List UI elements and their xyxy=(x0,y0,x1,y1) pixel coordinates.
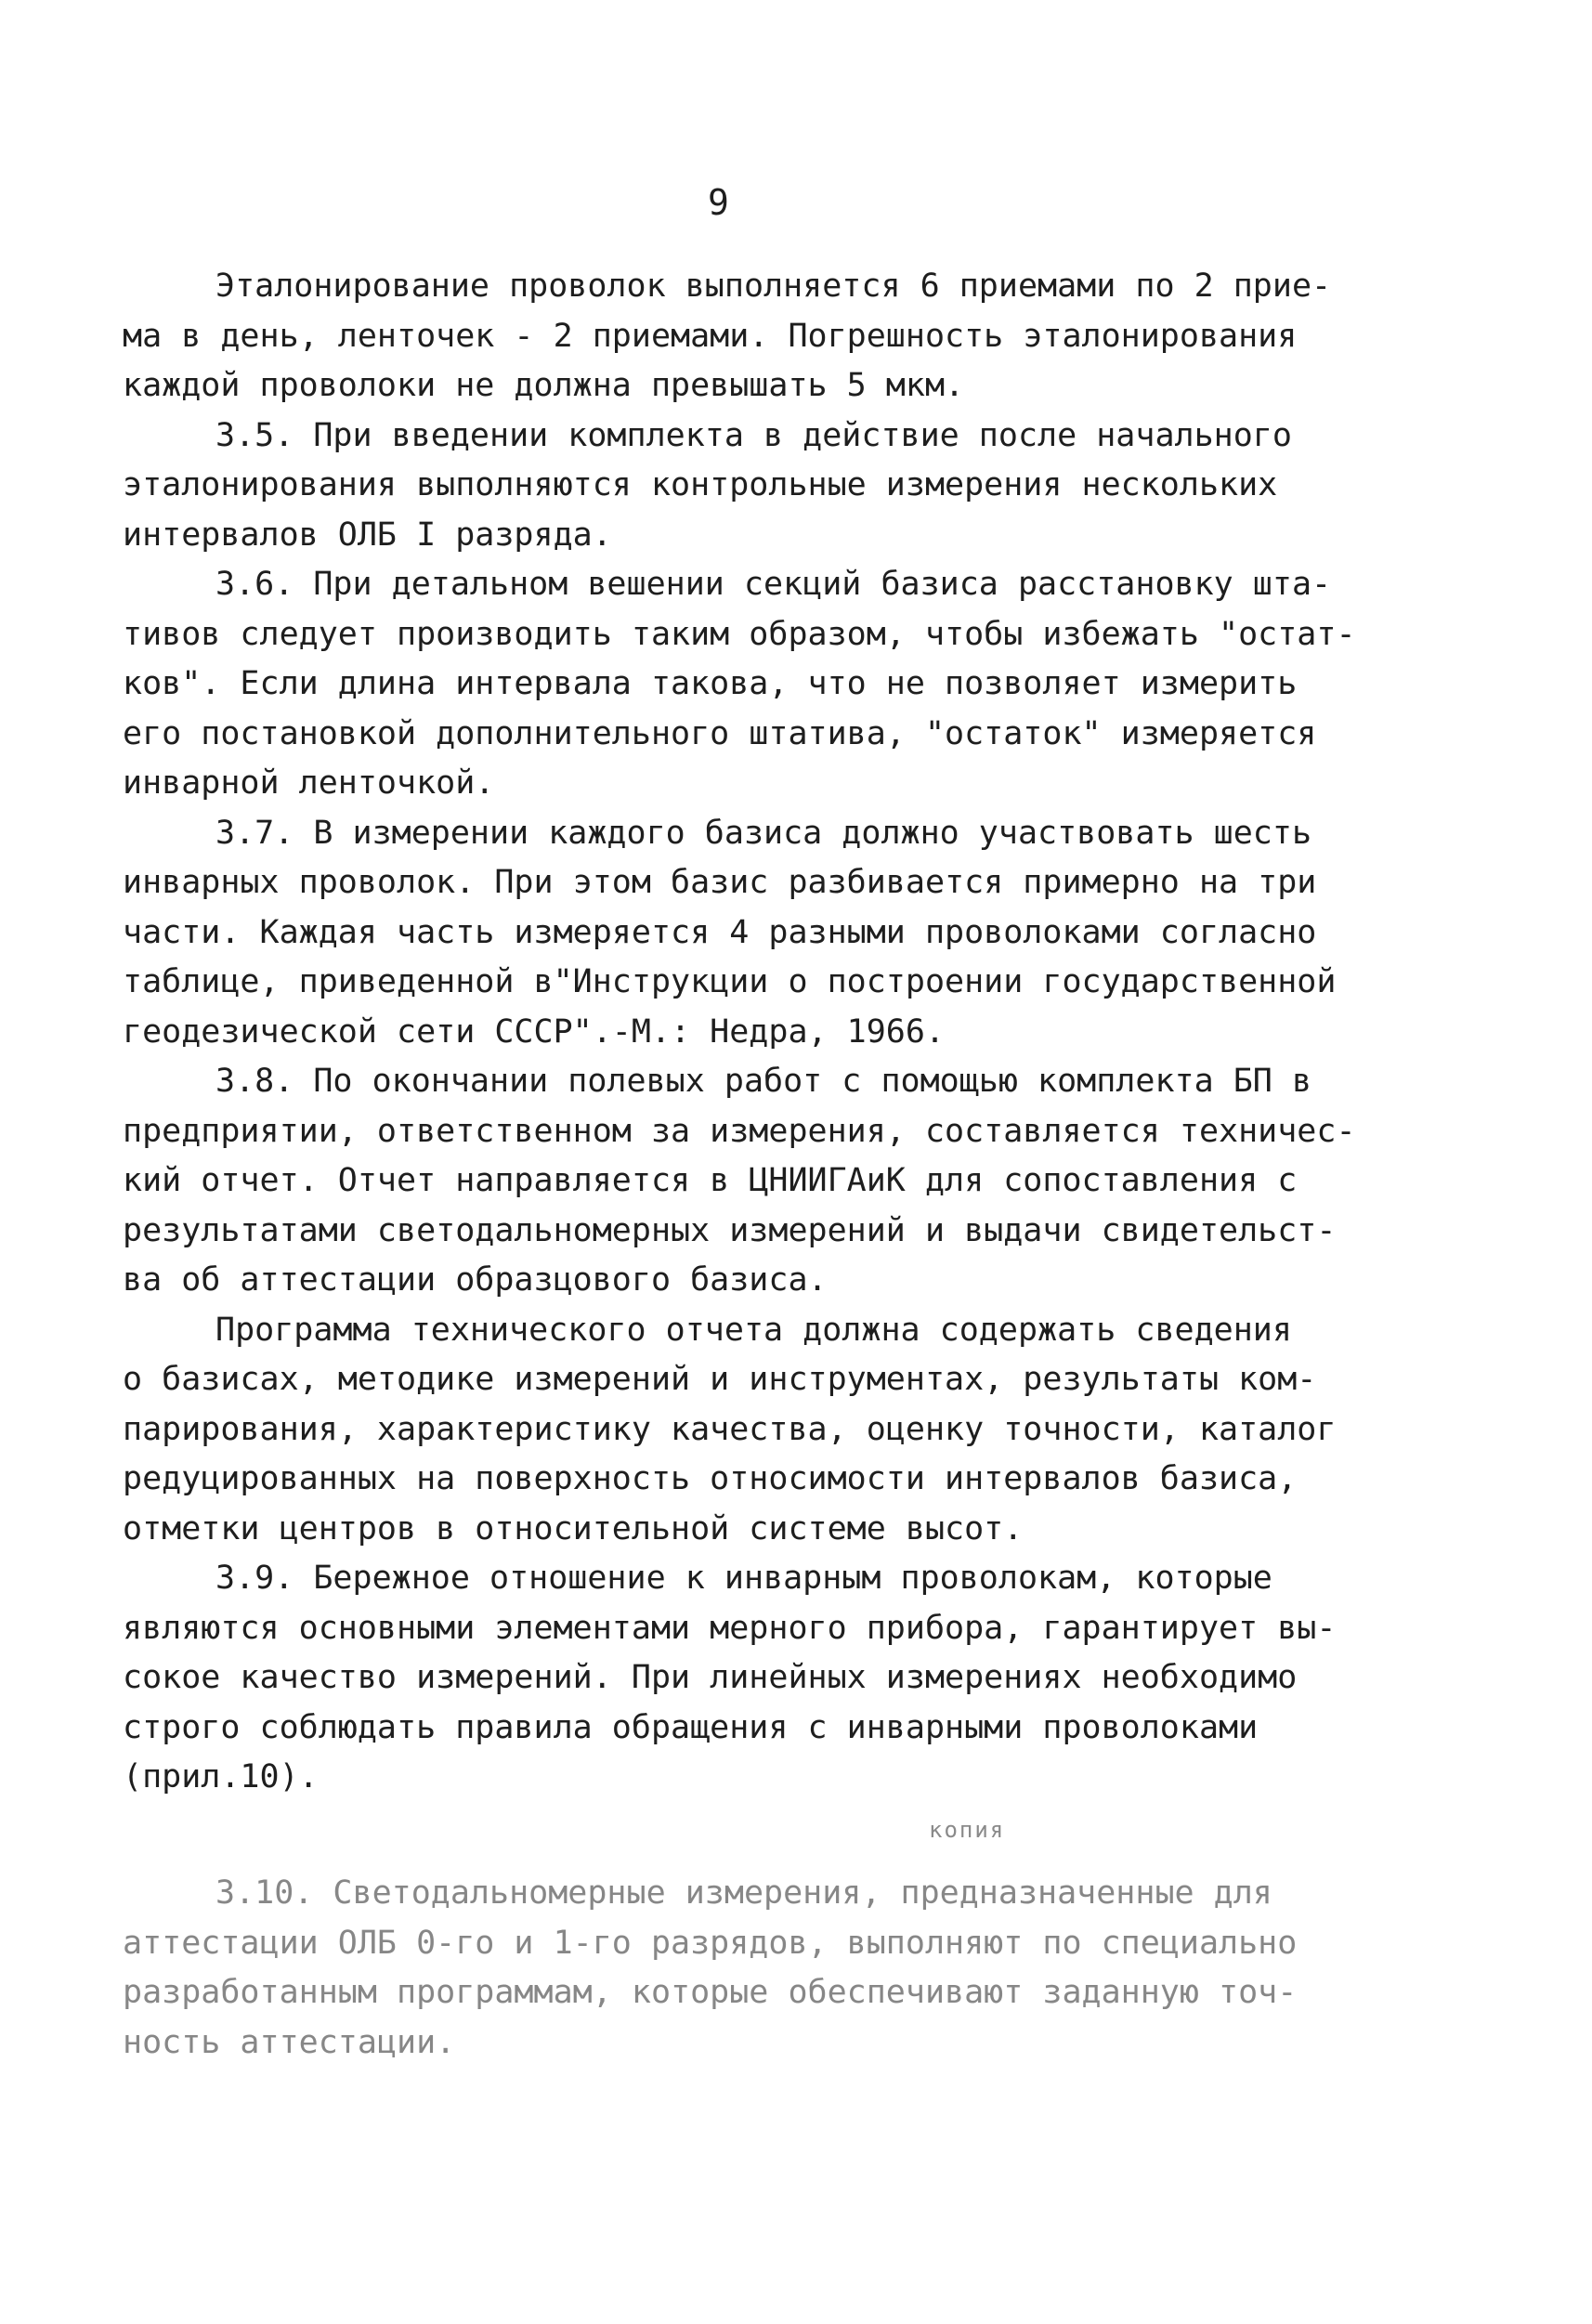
text-line: парирования, характеристику качества, оценку точности, каталог xyxy=(123,1410,1337,1448)
main-text xyxy=(123,262,1423,1803)
text-line: результатами светодальномерных измерений и выдачи свидетельст- xyxy=(123,1211,1337,1249)
copy-stamp: копия xyxy=(929,1817,1006,1843)
text-line: Эталонирование проволок выполняется 6 приемами по 2 прие- xyxy=(215,268,1332,305)
text-line: 3.9. Бережное отношение к инварным проволокам, которые xyxy=(215,1560,1272,1597)
text-line: ва об аттестации образцового базиса. xyxy=(123,1261,828,1299)
text-line: ность аттестации. xyxy=(123,2023,456,2061)
text-line: 3.6. При детальном вешении секций базиса расстановку шта- xyxy=(215,566,1332,603)
text-line: о базисах, методике измерений и инструментах, результаты ком- xyxy=(123,1361,1317,1398)
text-line: предприятии, ответственном за измерения, составляется техничес- xyxy=(123,1112,1356,1150)
text-line: таблице, приведенной в"Инструкции о построении государственной xyxy=(123,963,1337,1000)
text-line: 3.5. При введении комплекта в действие после начального xyxy=(215,416,1292,454)
text-line: 3.7. В измерении каждого базиса должно участвовать шесть xyxy=(215,814,1312,852)
text-line: каждой проволоки не должна превышать 5 мкм. xyxy=(123,367,965,404)
faint-paragraph xyxy=(123,1869,1423,2068)
page-number: 9 xyxy=(708,182,729,223)
text-line: интервалов ОЛБ I разряда. xyxy=(123,516,612,554)
text-line: ма в день, ленточек - 2 приемами. Погрешность эталонирования xyxy=(123,317,1298,355)
text-line: строго соблюдать правила обращения с инварными проволоками xyxy=(123,1708,1259,1746)
text-line: сокое качество измерений. При линейных измерениях необходимо xyxy=(123,1659,1298,1696)
text-line: эталонирования выполняются контрольные измерения нескольких xyxy=(123,466,1278,503)
text-line: редуцированных на поверхность относимости интервалов базиса, xyxy=(123,1460,1298,1497)
text-line: отметки центров в относительной системе высот. xyxy=(123,1509,1024,1547)
text-line: инварных проволок. При этом базис разбивается примерно на три xyxy=(123,864,1317,901)
text-line: части. Каждая часть измеряется 4 разными проволоками согласно xyxy=(123,913,1317,951)
text-line: ков". Если длина интервала такова, что не позволяет измерить xyxy=(123,665,1298,702)
text-line: его постановкой дополнительного штатива, "остаток" измеряется xyxy=(123,714,1317,752)
text-line: (прил.10). xyxy=(123,1758,319,1795)
text-line: являются основными элементами мерного прибора, гарантирует вы- xyxy=(123,1609,1337,1647)
text-line: аттестации ОЛБ 0-го и 1-го разрядов, выполняют по специально xyxy=(123,1924,1298,1962)
text-line: 3.10. Светодальномерные измерения, предназначенные для xyxy=(215,1874,1272,1912)
text-line: тивов следует производить таким образом, чтобы избежать "остат- xyxy=(123,615,1356,653)
text-line: инварной ленточкой. xyxy=(123,764,495,802)
text-line: разработанным программам, которые обеспечивают заданную точ- xyxy=(123,1974,1298,2011)
text-line: геодезической сети СССР".-М.: Недра, 1966. xyxy=(123,1012,946,1051)
text-line: Программа технического отчета должна содержать сведения xyxy=(215,1311,1292,1349)
text-line: кий отчет. Отчет направляется в ЦНИИГАиК для сопоставления с xyxy=(123,1162,1298,1199)
text-line: 3.8. По окончании полевых работ с помощью комплекта БП в xyxy=(215,1063,1312,1100)
